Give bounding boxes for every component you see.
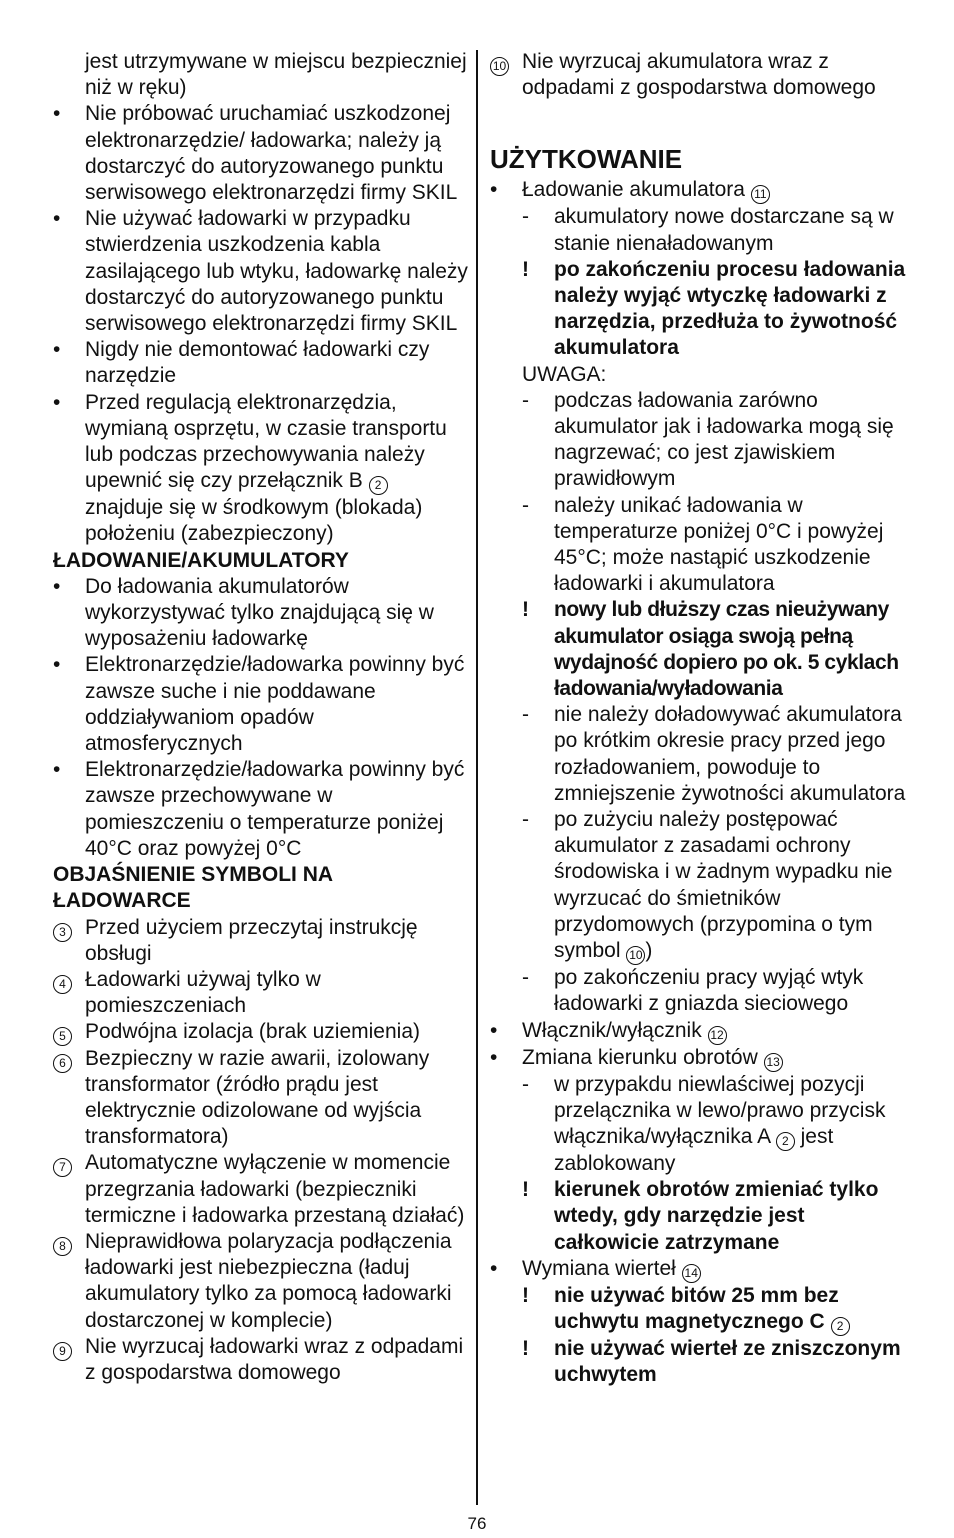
symbol-item: 10 Nie wyrzucaj akumulatora wraz z odpadami z gospodarstwa domowego (490, 49, 910, 101)
dash-marker: - (522, 808, 529, 832)
symbol-item: 4 Ładowarki używaj tylko w pomieszczeniach (53, 967, 468, 1019)
figure-reference: 13 (764, 1053, 783, 1072)
dash-marker: - (522, 388, 529, 412)
dash-item: - w przypakdu niewlaściwej pozycji przelącznika w lewo/prawo przycisk włącznika/wyłącznika A 2 jest zablokowany (522, 1072, 886, 1175)
bullet-item: • Elektronarzędzie/ładowarka powinny być zawsze suche i nie poddawane oddziaływaniom opadów atmosferycznych (53, 653, 465, 756)
dash-item: - po zużyciu należy postępować akumulator z zasadami ochrony środowiska i w żadnym wypadku nie wyrzucać do śmietników przydomowych (przypomina o tym symbol 10 ) (522, 807, 910, 965)
dash-item: - należy unikać ładowania w temperaturze poniżej 0°C i powyżej 45°C; może nastąpić uszkodzenie ładowarki i akumulatora (522, 493, 884, 596)
warning-marker: ! (522, 1336, 529, 1360)
bullet-marker: • (53, 338, 61, 362)
dash-item: - podczas ładowania zarówno akumulator jak i ładowarka mogą się nagrzewać; co jest zjawiskiem prawidłowym (522, 388, 894, 491)
bullet-marker: • (53, 653, 61, 677)
bullet-item: • Włącznik/wyłącznik 12 (490, 1018, 910, 1045)
bullet-item: • Nigdy nie demontować ładowarki czy narzędzie (53, 338, 430, 388)
bullet-marker: • (53, 102, 61, 126)
symbol-number: 10 (490, 57, 509, 76)
bullet-marker: • (53, 574, 61, 598)
symbol-number: 5 (53, 1027, 72, 1046)
bullet-item: • Nie próbować uruchamiać uszkodzonej elektronarzędzie/ ładowarka; należy ją dostarczyć do autoryzowanego punktu serwisowego elektronarzędzi firmy SKIL (53, 102, 458, 205)
symbol-number: 6 (53, 1054, 72, 1073)
dash-marker: - (522, 966, 529, 990)
symbol-number: 4 (53, 975, 72, 994)
warning-item: ! po zakończeniu procesu ładowania należy wyjąć wtyczkę ładowarki z narzędzia, przedłuża to żywotność akumulatora (522, 257, 906, 360)
warning-marker: ! (522, 1283, 529, 1307)
figure-reference: 2 (369, 476, 388, 495)
symbol-number: 8 (53, 1237, 72, 1256)
dash-item: - nie należy doładowywać akumulatora po krótkim okresie pracy przed jego rozładowaniem, powoduje to zmniejszenie żywotności akumulatora (522, 703, 906, 805)
symbol-number: 9 (53, 1342, 72, 1361)
section-heading: ŁADOWANIE/AKUMULATORY (53, 548, 349, 572)
bullet-marker: • (53, 390, 61, 414)
right-column (490, 49, 910, 1388)
warning-marker: ! (522, 598, 529, 622)
bullet-item: • Wymiana wierteł 14 (490, 1256, 910, 1283)
figure-reference: 10 (626, 946, 645, 965)
bullet-marker: • (490, 1018, 498, 1042)
warning-marker: ! (522, 1178, 529, 1202)
bullet-item: • Nie używać ładowarki w przypadku stwierdzenia uszkodzenia kabla zasilającego lub wtyku, ładowarkę należy dostarczyć do autoryzowanego punktu serwisowego elektronarzędzi firmy SKIL (53, 207, 468, 336)
dash-item: - po zakończeniu pracy wyjąć wtyk ładowarki z gniazda sieciowego (522, 966, 864, 1016)
warning-item: ! kierunek obrotów zmieniać tylko wtedy, gdy narzędzie jest całkowicie zatrzymane (522, 1178, 879, 1254)
figure-reference: 2 (831, 1317, 850, 1336)
list-item-continuation: jest utrzymywane w miejscu bezpieczniej niż w ręku) (85, 50, 467, 100)
bullet-item: • Ładowanie akumulatora 11 (490, 177, 910, 204)
left-column (53, 49, 468, 1386)
bullet-item: • Elektronarzędzie/ładowarka powinny być zawsze przechowywane w pomieszczeniu o temperaturze poniżej 40°C oraz powyżej 0°C (53, 758, 465, 860)
column-divider (476, 50, 478, 1505)
figure-reference: 11 (751, 185, 770, 204)
dash-marker: - (522, 493, 529, 517)
warning-item: ! nowy lub dłuższy czas nieużywany akumulator osiąga swoją pełną wydajność dopiero po ok. 5 cyklach ładowania/wyładowania (522, 598, 899, 701)
figure-reference: 2 (776, 1132, 795, 1151)
symbol-number: 7 (53, 1158, 72, 1177)
note-label: UWAGA: (522, 362, 607, 386)
bullet-marker: • (53, 758, 61, 782)
symbol-item: 9 Nie wyrzucaj ładowarki wraz z odpadami z gospodarstwa domowego (53, 1334, 468, 1386)
bullet-item: • Zmiana kierunku obrotów 13 (490, 1045, 910, 1072)
symbol-item: 5 Podwójna izolacja (brak uziemienia) (53, 1019, 468, 1045)
figure-reference: 12 (708, 1026, 727, 1045)
warning-marker: ! (522, 257, 529, 281)
bullet-marker: • (490, 1045, 498, 1069)
section-heading: OBJAŚNIENIE SYMBOLI NA ŁADOWARCE (53, 863, 333, 913)
symbol-item: 3 Przed użyciem przeczytaj instrukcję obsługi (53, 915, 468, 967)
bullet-item: • Do ładowania akumulatorów wykorzystywać tylko znajdującą się w wyposażeniu ładowarkę (53, 574, 434, 651)
symbol-item: 8 Nieprawidłowa polaryzacja podłączenia ładowarki jest niebezpieczna (ładuj akumulatory tylko za pomocą ładowarki dostarczonej w komplecie) (53, 1229, 468, 1334)
dash-item: - akumulatory nowe dostarczane są w stanie nienaładowanym (522, 205, 894, 255)
bullet-marker: • (490, 178, 498, 202)
section-title: UŻYTKOWANIE (490, 144, 683, 175)
warning-item: ! nie używać bitów 25 mm bez uchwytu magnetycznego C 2 (522, 1283, 910, 1336)
symbol-item: 7 Automatyczne wyłączenie w momencie przegrzania ładowarki (bezpieczniki termiczne i ładowarka przestaną działać) (53, 1150, 468, 1229)
page-number: 76 (467, 1514, 487, 1533)
bullet-marker: • (490, 1256, 498, 1280)
dash-marker: - (522, 1072, 529, 1096)
dash-marker: - (522, 205, 529, 229)
dash-marker: - (522, 703, 529, 727)
bullet-marker: • (53, 207, 61, 231)
bullet-item: • Przed regulacją elektronarzędzia, wymianą osprzętu, w czasie transportu lub podczas przechowywania należy upewnić się czy przełącznik B 2 znajduje się w środkowym (blokada) położeniu (zabezpieczony) (53, 390, 447, 546)
symbol-item: 6 Bezpieczny w razie awarii, izolowany transformator (źródło prądu jest elektrycznie odizolowane od wyjścia transformatora) (53, 1046, 468, 1151)
warning-item: ! nie używać wierteł ze zniszczonym uchwytem (522, 1336, 901, 1387)
symbol-number: 3 (53, 923, 72, 942)
figure-reference: 14 (682, 1264, 701, 1283)
